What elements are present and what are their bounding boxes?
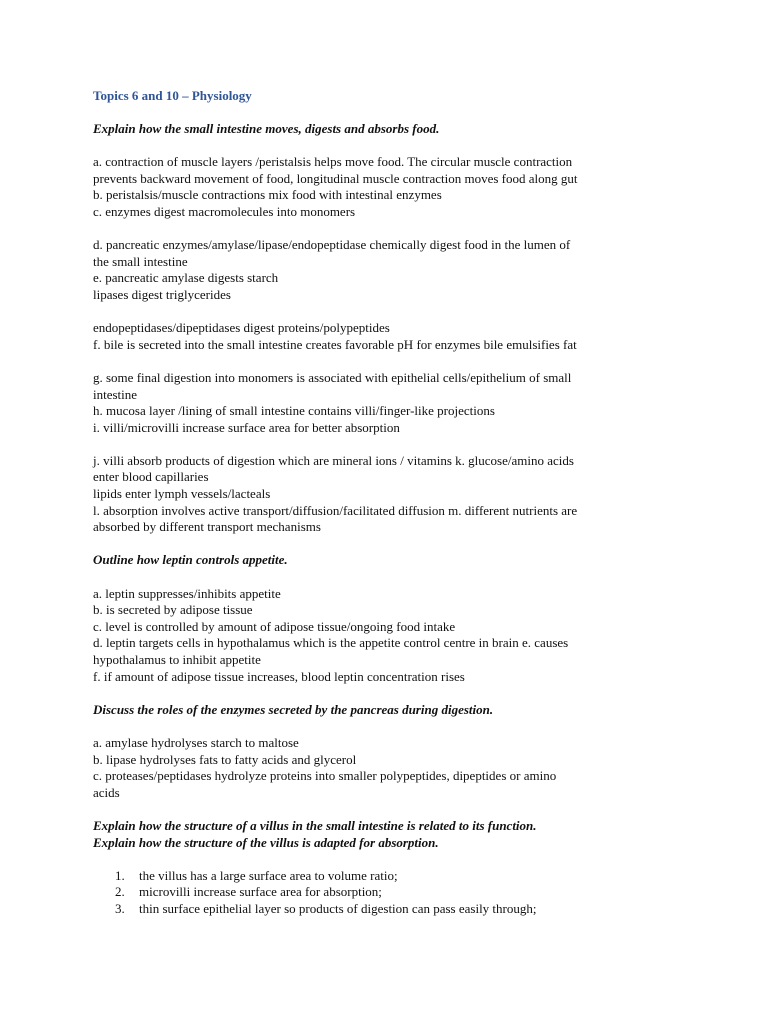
answer-line: enter blood capillaries	[93, 469, 209, 485]
answer-line: the small intestine	[93, 253, 188, 269]
answer-line: b. peristalsis/muscle contractions mix food with intestinal enzymes	[93, 187, 442, 203]
answer-line: c. proteases/peptidases hydrolyze proteins into smaller polypeptides, dipeptides or amino	[93, 768, 557, 784]
answer-line: acids	[93, 784, 120, 800]
list-item-text: thin surface epithelial layer so products of digestion can pass easily through;	[139, 900, 537, 916]
list-item	[115, 884, 683, 901]
answer-line: h. mucosa layer /lining of small intestine contains villi/finger-like projections	[93, 403, 495, 419]
answer-line: l. absorption involves active transport/diffusion/facilitated diffusion m. different nutrients are	[93, 502, 578, 518]
answer-line: b. is secreted by adipose tissue	[93, 602, 253, 618]
list-item	[115, 867, 683, 885]
answer-line: e. pancreatic amylase digests starch	[93, 270, 279, 286]
answer-line: g. some final digestion into monomers is associated with epithelial cells/epithelium of small	[93, 369, 572, 385]
question-heading-villus-absorption: Explain how the structure of the villus is adapted for absorption.	[93, 834, 439, 850]
answer-line: f. bile is secreted into the small intestine creates favorable pH for enzymes bile emulsifies fat	[93, 336, 577, 352]
answer-line: d. leptin targets cells in hypothalamus which is the appetite control centre in brain e. causes	[93, 635, 569, 651]
list-number: 1.	[115, 867, 125, 883]
numbered-list	[93, 868, 683, 918]
answer-line: endopeptidases/dipeptidases digest proteins/polypeptides	[93, 320, 390, 336]
question-heading-pancreas: Discuss the roles of the enzymes secreted by the pancreas during digestion.	[93, 701, 494, 717]
list-item-text: microvilli increase surface area for absorption;	[139, 884, 382, 900]
answer-line: intestine	[93, 386, 138, 402]
answer-line: c. level is controlled by amount of adipose tissue/ongoing food intake	[93, 618, 456, 634]
question-heading-leptin: Outline how leptin controls appetite.	[93, 552, 288, 568]
answer-line: prevents backward movement of food, longitudinal muscle contraction moves food along gut	[93, 170, 578, 186]
answer-line: f. if amount of adipose tissue increases, blood leptin concentration rises	[93, 668, 465, 684]
list-number: 2.	[115, 884, 125, 900]
answer-line: j. villi absorb products of digestion which are mineral ions / vitamins k. glucose/amino acids	[93, 452, 574, 468]
answer-line: a. contraction of muscle layers /peristalsis helps move food. The circular muscle contraction	[93, 154, 573, 170]
document-content	[93, 87, 683, 918]
list-number: 3.	[115, 900, 125, 916]
answer-line: absorbed by different transport mechanisms	[93, 519, 321, 535]
list-item-text: the villus has a large surface area to volume ratio;	[139, 867, 398, 883]
question-heading-villus-function: Explain how the structure of a villus in the small intestine is related to its function.	[93, 817, 537, 833]
page-title: Topics 6 and 10 – Physiology	[93, 88, 252, 103]
answer-line: a. amylase hydrolyses starch to maltose	[93, 734, 299, 750]
question-heading-small-intestine: Explain how the small intestine moves, digests and absorbs food.	[93, 121, 440, 136]
answer-line: c. enzymes digest macromolecules into monomers	[93, 203, 356, 219]
answer-line: lipids enter lymph vessels/lacteals	[93, 486, 271, 502]
list-item	[115, 900, 683, 918]
answer-line: i. villi/microvilli increase surface area for better absorption	[93, 419, 400, 435]
answer-line: lipases digest triglycerides	[93, 286, 231, 302]
answer-line: hypothalamus to inhibit appetite	[93, 652, 261, 667]
answer-line: d. pancreatic enzymes/amylase/lipase/endopeptidase chemically digest food in the lumen of	[93, 237, 571, 253]
answer-line: b. lipase hydrolyses fats to fatty acids and glycerol	[93, 751, 357, 767]
answer-line: a. leptin suppresses/inhibits appetite	[93, 585, 281, 601]
